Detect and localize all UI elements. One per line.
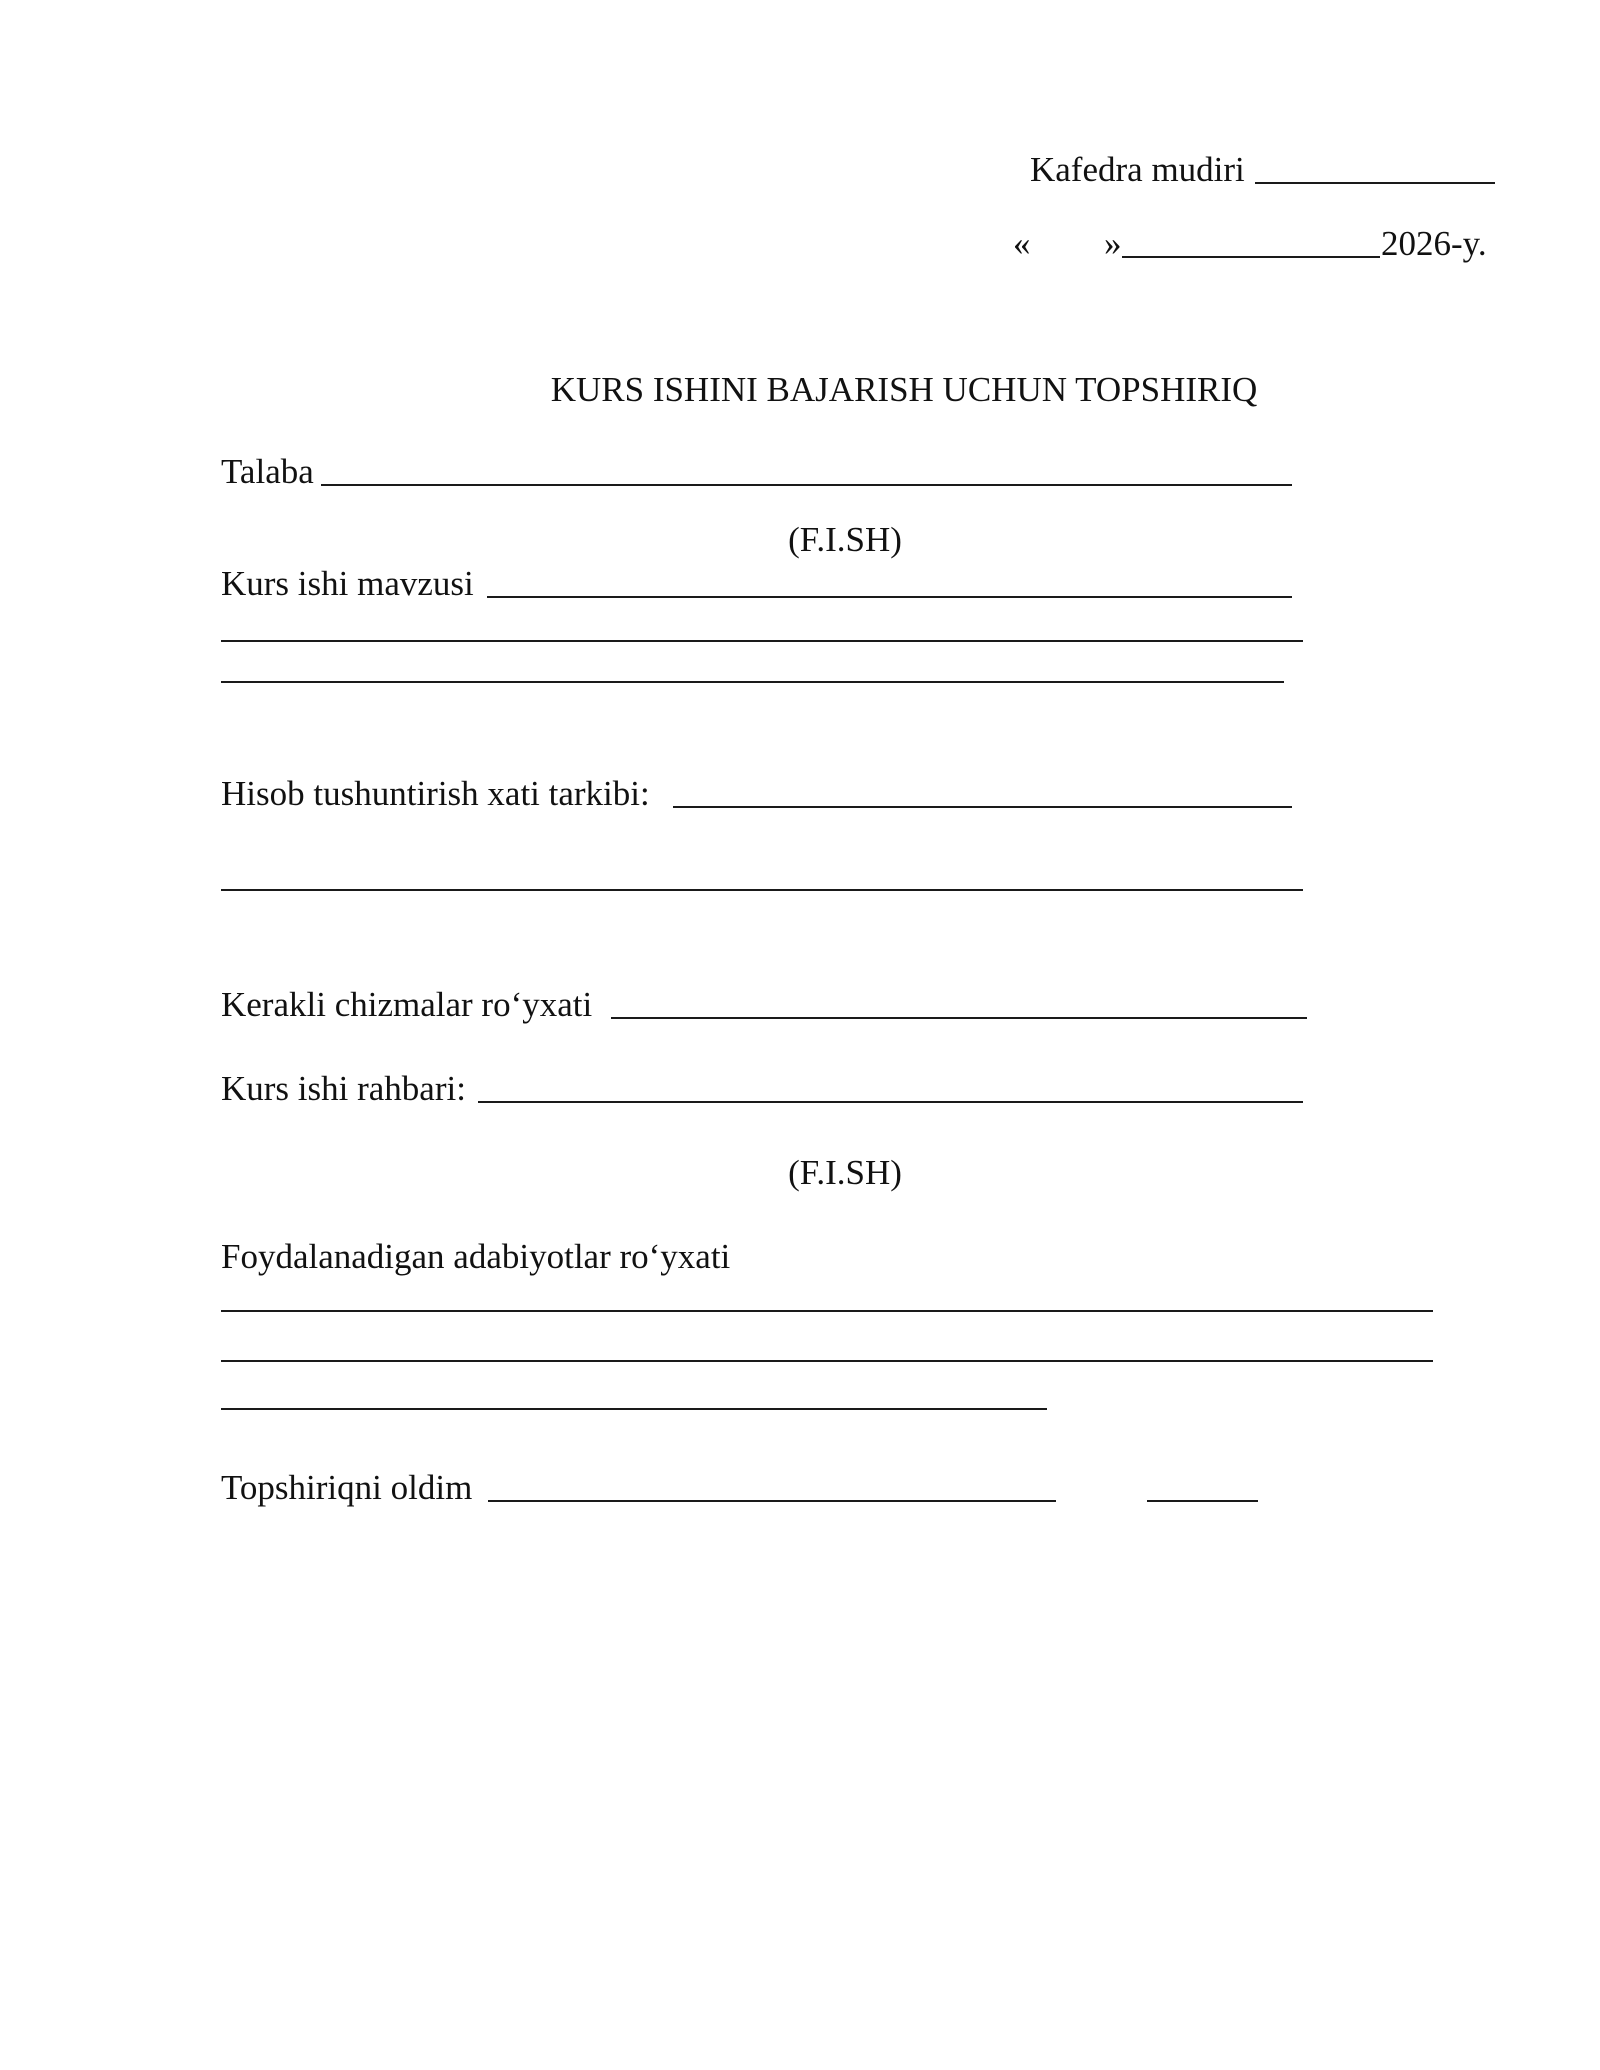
- date-month-line: [1122, 256, 1380, 258]
- literature-line-3: [221, 1408, 1047, 1410]
- head-of-department-label: Kafedra mudiri: [1030, 150, 1245, 189]
- student-label: Talaba: [221, 452, 314, 491]
- supervisor-label: Kurs ishi rahbari:: [221, 1069, 466, 1108]
- head-of-department-signature-line: [1255, 182, 1495, 184]
- topic-label: Kurs ishi mavzusi: [221, 564, 474, 603]
- report-contents-line-2: [221, 889, 1303, 891]
- report-contents-line-1: [673, 806, 1292, 808]
- assignment-received-label: Topshiriqni oldim: [221, 1468, 473, 1507]
- date-quote-close: »: [1104, 224, 1122, 263]
- report-contents-label: Hisob tushuntirish xati tarkibi:: [221, 774, 650, 813]
- supervisor-fullname-caption: (F.I.SH): [788, 1153, 902, 1192]
- supervisor-name-line: [478, 1101, 1303, 1103]
- drawings-list-line: [611, 1017, 1307, 1019]
- drawings-list-label: Kerakli chizmalar ro‘yxati: [221, 985, 593, 1024]
- topic-line-3: [221, 681, 1284, 683]
- student-name-line: [321, 484, 1292, 486]
- literature-list-label: Foydalanadigan adabiyotlar ro‘yxati: [221, 1237, 731, 1276]
- literature-line-2: [221, 1360, 1433, 1362]
- date-quote-open: «: [1013, 224, 1031, 263]
- topic-line-2: [221, 640, 1303, 642]
- literature-line-1: [221, 1310, 1433, 1312]
- assignment-received-signature-line: [488, 1500, 1056, 1502]
- assignment-received-date-line: [1147, 1500, 1258, 1502]
- date-year: 2026-y.: [1381, 224, 1487, 263]
- topic-line-1: [487, 596, 1292, 598]
- student-fullname-caption: (F.I.SH): [788, 520, 902, 559]
- document-title: KURS ISHINI BAJARISH UCHUN TOPSHIRIQ: [550, 370, 1258, 409]
